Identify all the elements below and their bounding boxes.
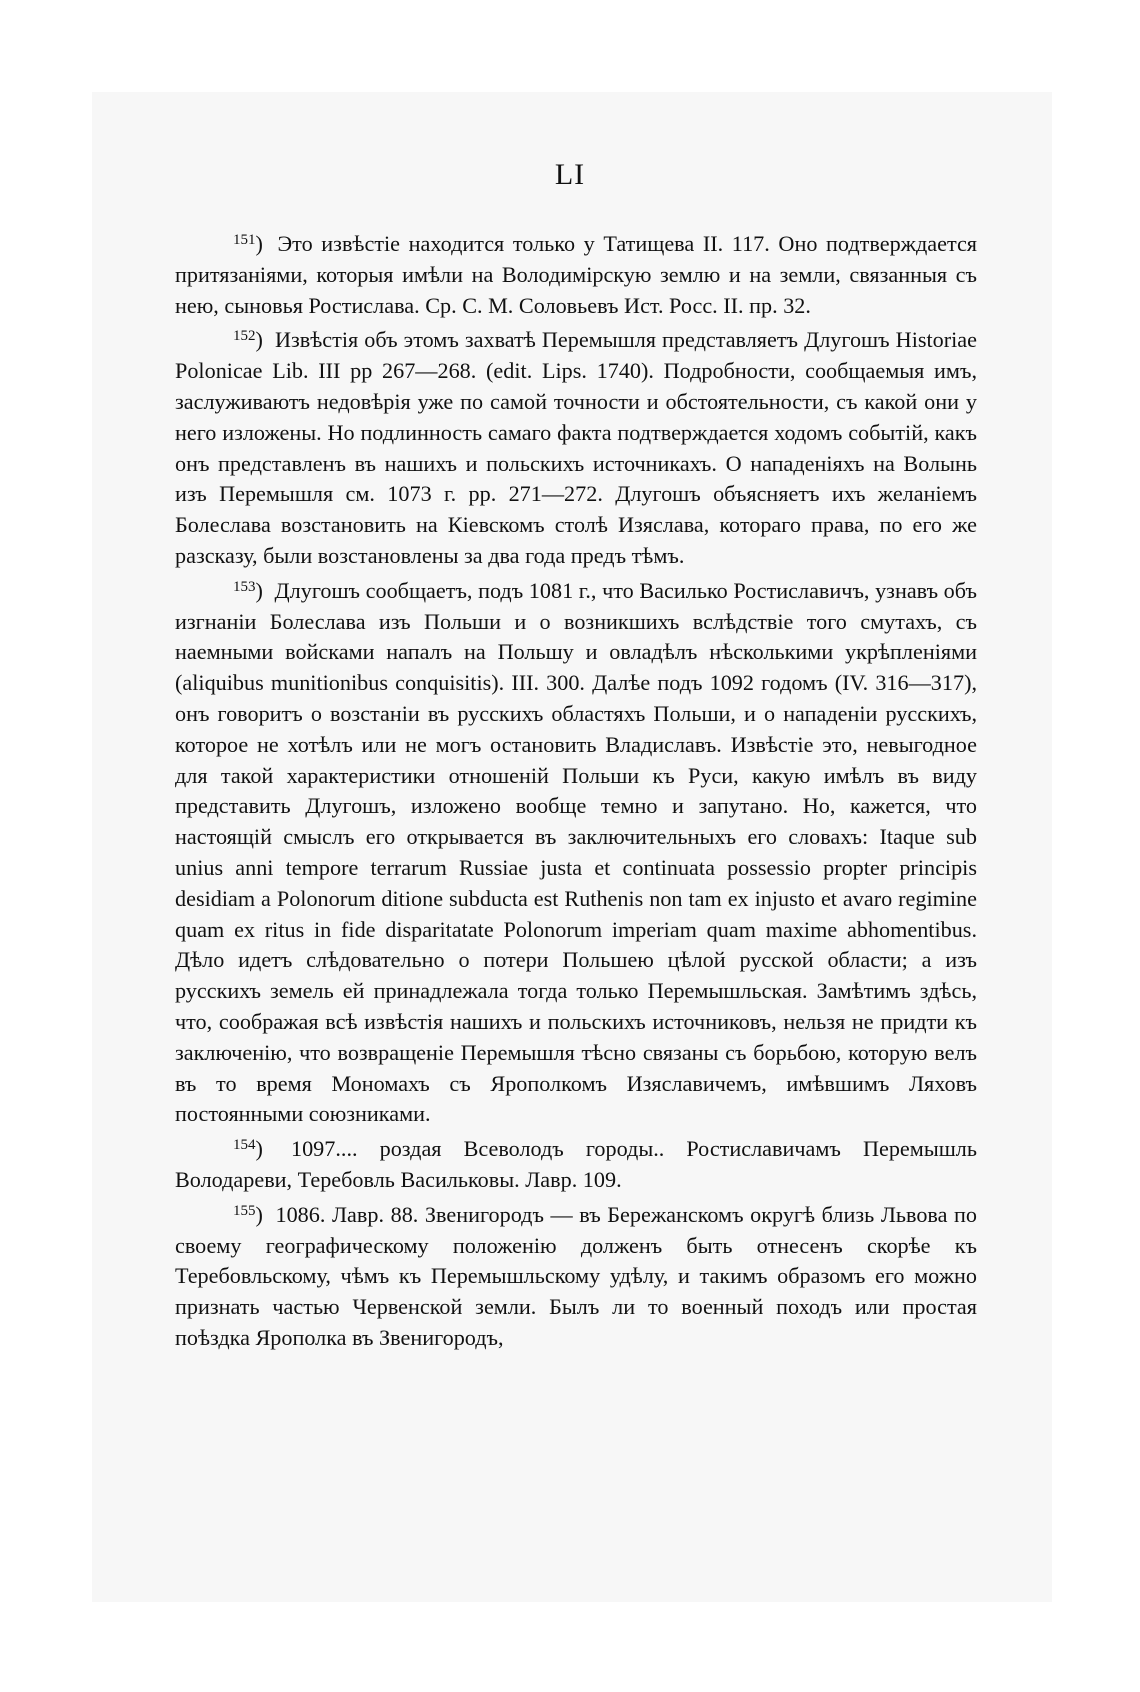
footnote-number: 153	[233, 578, 256, 595]
footnote-text: Это извѣстіе находится только у Татищева II. 117. Оно подтверждается притязаніями, которыя имѣли на Володимірскую землю и на земли, связанныя съ нею, сыновья Ростислава. Ср. С. М. Соловьевъ Ист. Росс. II. пр. 32.	[175, 231, 977, 318]
footnote-text: 1097.... роздая Всеволодъ городы.. Ростиславичамъ Перемышль Володареви, Теребовль Васильковы. Лавр. 109.	[175, 1136, 977, 1192]
footnote-text: Извѣстія объ этомъ захватѣ Перемышля представляетъ Длугошъ Historiae Polonicae Lib. III pp 267—268. (edit. Lips. 1740). Подробности, сообщаемыя имъ, заслуживаютъ недовѣрія уже по самой точности и обстоятельности, съ какой они у него изложены. Но подлинность самаго факта подтверждается ходомъ событій, какъ онъ представленъ въ нашихъ и польскихъ источникахъ. О нападеніяхъ на Волынь изъ Перемышля см. 1073 г. pp. 271—272. Длугошъ объясняетъ ихъ желаніемъ Болеслава возстановить на Кіевскомъ столѣ Изяслава, котораго права, по его же разсказу, были возстановлены за два года предъ тѣмъ.	[175, 327, 978, 568]
footnote-number: 151	[233, 232, 256, 248]
footnotes	[175, 225, 977, 1354]
footnote-number: 155	[233, 1202, 256, 1219]
footnote: $^{152}$) Извѣстія объ этомъ захватѣ Перемышля представляетъ Длугошъ Historiae Polonicae Lib. III pp 267—268. (edit. Lips. 1740). Подробности, сообщаемыя имъ, заслуживаютъ недовѣрія уже по самой точности и обстоятельности, съ какой они у него изложены. Но подлинность самаго факта подтверждается ходомъ событій, какъ онъ представленъ въ нашихъ и польскихъ источникахъ. О нападеніяхъ на Волынь изъ Перемышля см. 1073 г. pp. 271—272. Длугошъ объясняетъ ихъ желаніемъ Болеслава возстановить на Кіевскомъ столѣ Изяслава, котораго права, по его же разсказу, были возстановлены за два года предъ тѣмъ.	[175, 327, 978, 568]
footnote-number: 154	[233, 1137, 256, 1154]
page-number: LI	[554, 158, 586, 191]
footnote: $^{154}$) 1097.... роздая Всеволодъ городы.. Ростиславичамъ Перемышль Володареви, Теребовль Васильковы. Лавр. 109.	[175, 1136, 977, 1192]
footnote-text: 1086. Лавр. 88. Звенигородъ — въ Бережанскомъ округѣ близь Львова по своему географическому положенію долженъ быть отнесенъ скорѣе къ Теребовльскому, чѣмъ къ Перемышльскому удѣлу, и такимъ образомъ его можно признать частью Червенской земли. Былъ ли то военный походъ или простая поѣздка Ярополка въ Звенигородъ,	[175, 1201, 977, 1350]
footnote: $^{151}$) Это извѣстіе находится только у Татищева II. 117. Оно подтверждается притязаніями, которыя имѣли на Володимірскую землю и на земли, связанныя съ нею, сыновья Ростислава. Ср. С. М. Соловьевъ Ист. Росс. II. пр. 32.	[175, 231, 977, 318]
footnote: $^{155}$) 1086. Лавр. 88. Звенигородъ — въ Бережанскомъ округѣ близь Львова по своему географическому положенію долженъ быть отнесенъ скорѣе къ Теребовльскому, чѣмъ къ Перемышльскому удѣлу, и такимъ образомъ его можно признать частью Червенской земли. Былъ ли то военный походъ или простая поѣздка Ярополка въ Звенигородъ,	[175, 1201, 977, 1350]
footnote-text: Длугошъ сообщаетъ, подъ 1081 г., что Василько Ростиславичъ, узнавъ объ изгнаніи Болеслава изъ Польши и о возникшихъ вслѣдствіе того смутахъ, съ наемными войсками напалъ на Польшу и овладѣлъ нѣсколькими укрѣпленіями (aliquibus munitionibus conquisitis). III. 300. Далѣе подъ 1092 годомъ (IV. 316—317), онъ говоритъ о возстаніи въ русскихъ областяхъ Польши, и о нападеніи русскихъ, которое не хотѣлъ или не могъ остановить Владиславъ. Извѣстіе это, невыгодное для такой характеристики отношеній Польши къ Руси, какую имѣлъ въ виду представить Длугошъ, изложено вообще темно и запутано. Но, кажется, что настоящій смыслъ его открывается въ заключительныхъ его словахъ: Itaque sub unius anni tempore terrarum Russiae justa et continuata possessio propter principis desidiam a Polonorum ditione subducta est Ruthenis non tam ex injusto et avaro regimine quam ex ritus in fide disparitatate Polonorum imperiam quam maxime abhomentibus. Дѣло идетъ слѣдовательно о потери Польшею цѣлой русской области; а изъ русскихъ земель ей принадлежала тогда только Перемышльская. Замѣтимъ здѣсь, что, соображая всѣ извѣстія нашихъ и польскихъ источниковъ, нельзя не придти къ заключенію, что возвращеніе Перемышля тѣсно связаны съ борьбою, которую велъ въ то время Мономахъ съ Ярополкомъ Изяславичемъ, имѣвшимъ Ляховъ постоянными союзниками.	[175, 577, 977, 1127]
footnote-number: 152	[233, 328, 256, 345]
footnote: $^{153}$) Длугошъ сообщаетъ, подъ 1081 г., что Василько Ростиславичъ, узнавъ объ изгнаніи Болеслава изъ Польши и о возникшихъ вслѣдствіе того смутахъ, съ наемными войсками напалъ на Польшу и овладѣлъ нѣсколькими укрѣпленіями (aliquibus munitionibus conquisitis). III. 300. Далѣе подъ 1092 годомъ (IV. 316—317), онъ говоритъ о возстаніи въ русскихъ областяхъ Польши, и о нападеніи русскихъ, которое не хотѣлъ или не могъ остановить Владиславъ. Извѣстіе это, невыгодное для такой характеристики отношеній Польши къ Руси, какую имѣлъ въ виду представить Длугошъ, изложено вообще темно и запутано. Но, кажется, что настоящій смыслъ его открывается въ заключительныхъ его словахъ: Itaque sub unius anni tempore terrarum Russiae justa et continuata possessio propter principis desidiam a Polonorum ditione subducta est Ruthenis non tam ex injusto et avaro regimine quam ex ritus in fide disparitatate Polonorum imperiam quam maxime abhomentibus. Дѣло идетъ слѣдовательно о потери Польшею цѣлой русской области; а изъ русскихъ земель ей принадлежала тогда только Перемышльская. Замѣтимъ здѣсь, что, соображая всѣ извѣстія нашихъ и польскихъ источниковъ, нельзя не придти къ заключенію, что возвращеніе Перемышля тѣсно связаны съ борьбою, которую велъ въ то время Мономахъ съ Ярополкомъ Изяславичемъ, имѣвшимъ Ляховъ постоянными союзниками.	[175, 577, 977, 1127]
